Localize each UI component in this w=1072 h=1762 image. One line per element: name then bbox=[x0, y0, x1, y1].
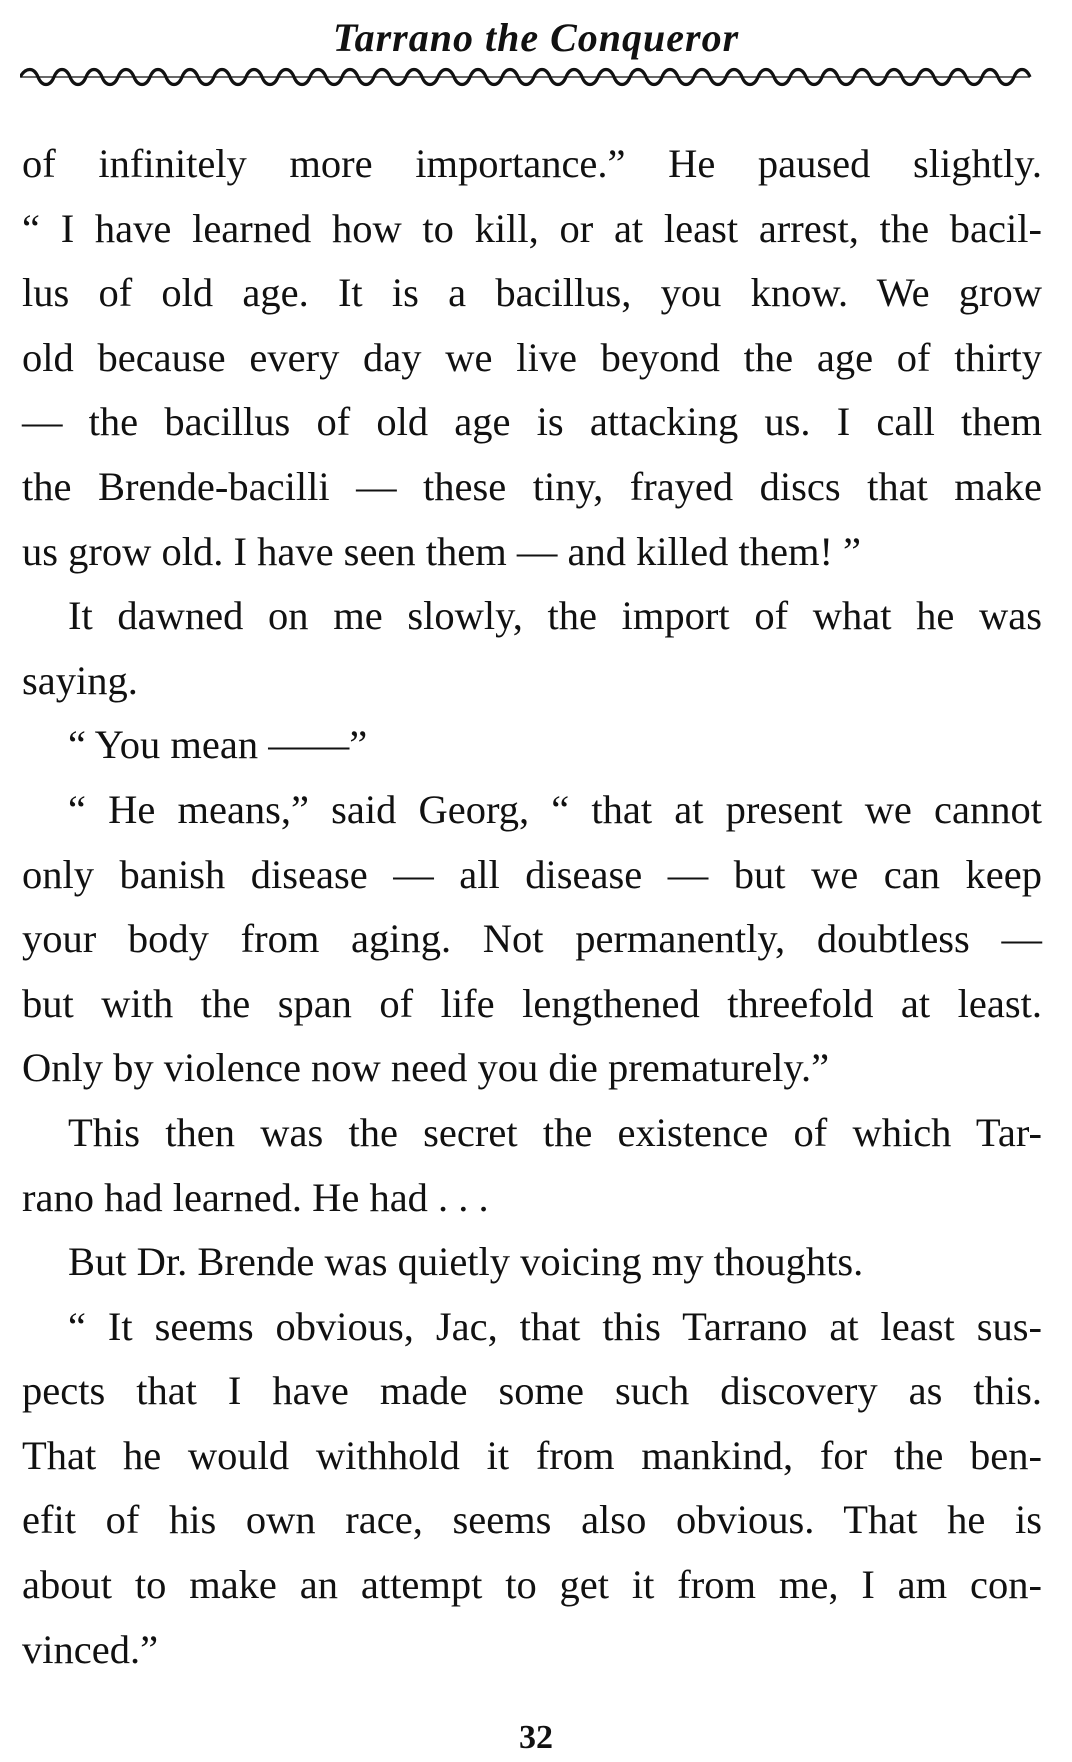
text-line: of infinitely more importance.” He paused slightly. bbox=[22, 141, 1042, 186]
body-text bbox=[22, 132, 1042, 1682]
text-line: vinced.” bbox=[22, 1626, 159, 1672]
text-line: only banish disease — all disease — but we can keep bbox=[22, 851, 1042, 897]
text-line: your body from aging. Not permanently, doubtless — bbox=[22, 916, 1042, 962]
text-line: saying. bbox=[22, 657, 138, 703]
text-line: lus of old age. It is a bacillus, you know. We grow bbox=[22, 270, 1042, 316]
ornamental-border bbox=[20, 66, 1032, 88]
text-line: That he would withhold it from mankind, for the ben- bbox=[22, 1432, 1042, 1478]
text-line: “ It seems obvious, Jac, that this Tarrano at least sus- bbox=[68, 1303, 1042, 1349]
text-line: “ I have learned how to kill, or at least arrest, the bacil- bbox=[22, 205, 1042, 251]
text-line: rano had learned. He had . . . bbox=[22, 1174, 489, 1220]
text-line: old because every day we live beyond the age of thirty bbox=[22, 334, 1042, 380]
text-line: This then was the secret the existence of which Tar- bbox=[68, 1109, 1042, 1155]
text-line: efit of his own race, seems also obvious. That he is bbox=[22, 1497, 1042, 1543]
page-number: 32 bbox=[519, 1719, 553, 1756]
text-line: “ You mean ——” bbox=[68, 722, 368, 768]
text-line: about to make an attempt to get it from me, I am con- bbox=[22, 1562, 1042, 1608]
text-line: “ He means,” said Georg, “ that at present we cannot bbox=[68, 786, 1042, 832]
text-line: It dawned on me slowly, the import of what he was bbox=[68, 593, 1042, 639]
running-head-title: Tarrano the Conqueror bbox=[332, 15, 740, 60]
text-line: the Brende-bacilli — these tiny, frayed discs that make bbox=[22, 463, 1042, 509]
text-line: pects that I have made some such discovery as this. bbox=[22, 1368, 1042, 1414]
text-line: But Dr. Brende was quietly voicing my thoughts. bbox=[68, 1239, 864, 1285]
text-line: but with the span of life lengthened threefold at least. bbox=[22, 980, 1042, 1026]
text-line: us grow old. I have seen them — and killed them! ” bbox=[22, 528, 862, 574]
text-line: — the bacillus of old age is attacking us. I call them bbox=[22, 399, 1042, 445]
text-line: Only by violence now need you die prematurely.” bbox=[22, 1045, 830, 1091]
